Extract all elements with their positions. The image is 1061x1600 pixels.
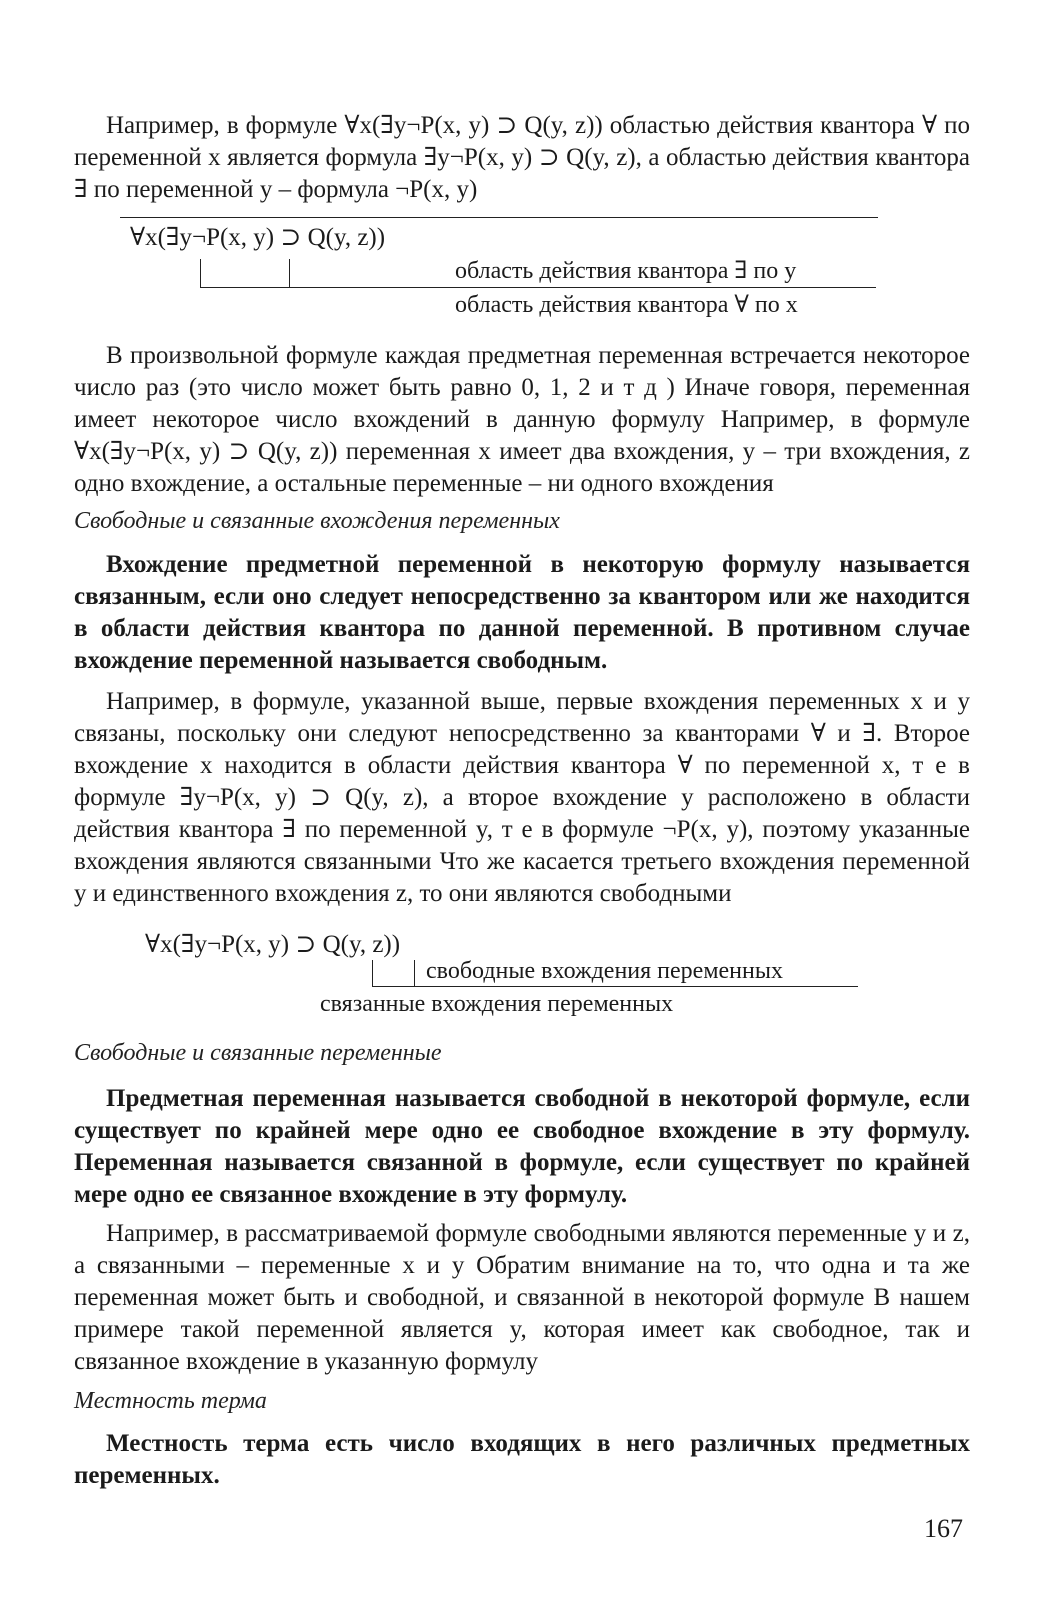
free-bracket-left-tick	[372, 960, 373, 986]
diagram-top-rule	[120, 217, 878, 218]
page-number: 167	[924, 1514, 963, 1543]
heading-free-bound-occurrences: Свободные и связанные вхождения переменных	[74, 508, 560, 534]
label-free-occurrences: свободные вхождения переменных	[426, 958, 783, 984]
diagram1-formula: ∀x(∃y¬P(x, y) ⊃ Q(y, z))	[130, 224, 386, 251]
paragraph-occurrences: В произвольной формуле каждая предметная переменная встречается некоторое число раз (это число может быть равно 0, 1, 2 и т д ) Иначе говоря, переменная имеет некоторое число вхождений в данную формулу Например, в формуле ∀x(∃y¬P(x, y) ⊃ Q(y, z)) переменная x имеет два вхождения, y – три вхождения, z одно вхождение, а остальные переменные – ни одного вхождения	[74, 342, 970, 497]
label-forall-scope: область действия квантора ∀ по x	[455, 292, 798, 318]
bracket-exists-underline	[200, 287, 876, 288]
definition-free-bound-variable: Предметная переменная называется свободной в некоторой формуле, если существует по крайней мере одно ее свободное вхождение в эту формулу. Переменная называется связанной в формуле, если существует по крайней мере одно ее связанное вхождение в эту формулу.	[74, 1085, 970, 1208]
definition-bound-occurrence: Вхождение предметной переменной в некоторую формулу называется связанным, если оно следует непосредственно за квантором или же находится в области действия квантора по данной переменной. В противном случае вхождение переменной называется свободным.	[74, 551, 970, 674]
heading-free-bound-variables: Свободные и связанные переменные	[74, 1040, 442, 1066]
paragraph-bound-example: Например, в формуле, указанной выше, первые вхождения переменных x и y связаны, поскольку они следуют непосредственно за кванторами ∀ и ∃. Второе вхождение x находится в области действия квантора ∀ по переменной x, т е в формуле ∃y¬P(x, y) ⊃ Q(y, z), а второе вхождение y расположено в области действия квантора ∃ по переменной y, т е в формуле ¬P(x, y), поэтому указанные вхождения являются связанными Что же касается третьего вхождения переменной y и единственного вхождения z, то они являются свободными	[74, 688, 970, 907]
diagram2-formula: ∀x(∃y¬P(x, y) ⊃ Q(y, z))	[145, 931, 401, 958]
label-exists-scope: область действия квантора ∃ по y	[455, 258, 797, 284]
free-bracket-right-tick	[414, 960, 415, 986]
bracket-left-tick	[200, 259, 201, 287]
label-bound-occurrences: связанные вхождения переменных	[320, 991, 674, 1017]
definition-term-arity: Местность терма есть число входящих в него различных предметных переменных.	[74, 1430, 970, 1489]
paragraph-scope-example: Например, в формуле ∀x(∃y¬P(x, y) ⊃ Q(y, z)) областью действия квантора ∀ по переменной x является формула ∃y¬P(x, y) ⊃ Q(y, z), а областью действия квантора ∃ по переменной y – формула ¬P(x, y)	[74, 112, 970, 203]
paragraph-variables-example: Например, в рассматриваемой формуле свободными являются переменные y и z, а связанными – переменные x и y Обратим внимание на то, что одна и та же переменная может быть и свободной, и связанной в некоторой формуле В нашем примере такой переменной является y, которая имеет как свободное, так и связанное вхождение в указанную формулу	[74, 1220, 970, 1375]
bracket-right-tick	[289, 259, 290, 287]
heading-term-arity: Местность терма	[74, 1388, 267, 1414]
free-bracket-underline	[372, 986, 858, 987]
